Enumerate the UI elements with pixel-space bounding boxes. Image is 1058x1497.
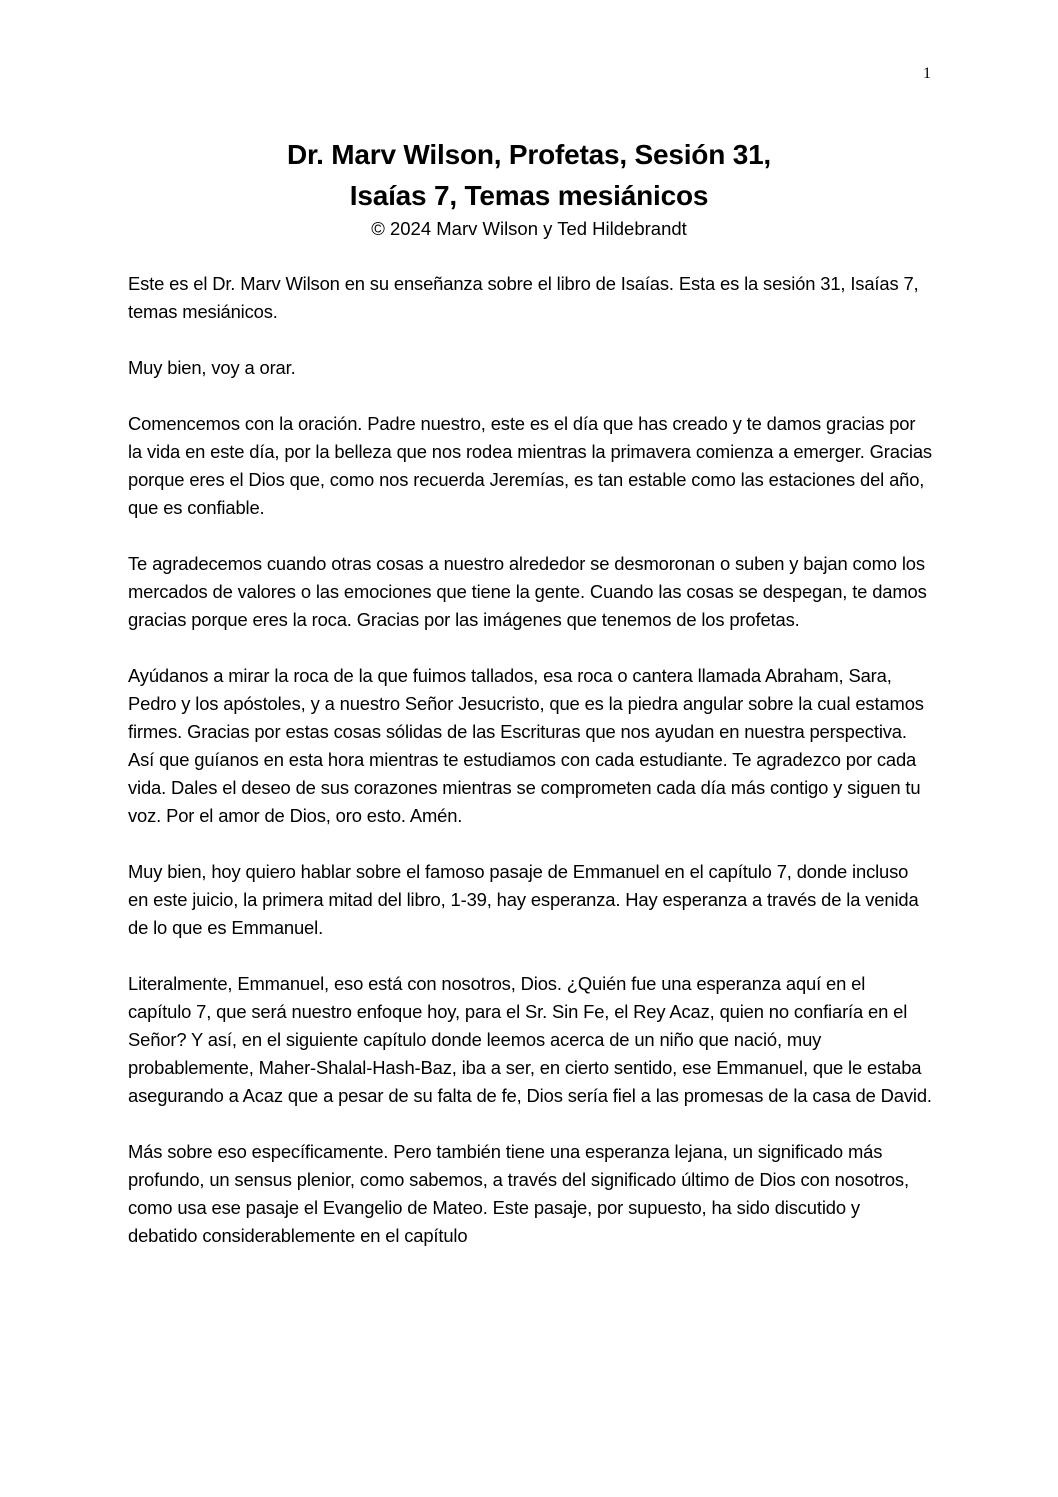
paragraph-4: Te agradecemos cuando otras cosas a nuestro alrededor se desmoronan o suben y bajan como los mercados de valores o las emociones que tiene la gente. Cuando las cosas se despegan, te damos gracias porque eres la roca. Gracias por las imágenes que tenemos de los profetas. bbox=[128, 553, 927, 630]
paragraph-2: Muy bien, voy a orar. bbox=[128, 357, 296, 378]
paragraph-7: Literalmente, Emmanuel, eso está con nosotros, Dios. ¿Quién fue una esperanza aquí en el capítulo 7, que será nuestro enfoque hoy, para el Sr. Sin Fe, el Rey Acaz, quien no confiaría en el Señor? Y así, en el siguiente capítulo donde leemos acerca de un niño que nació, muy probablemente, Maher-Shalal-Hash-Baz, iba a ser, en cierto sentido, ese Emmanuel, que le estaba asegurando a Acaz que a pesar de su falta de fe, Dios sería fiel a las promesas de la casa de David. bbox=[128, 973, 932, 1106]
title-line-2: Isaías 7, Temas mesiánicos bbox=[349, 180, 709, 211]
document-header bbox=[128, 134, 930, 242]
title-line-1: Dr. Marv Wilson, Profetas, Sesión 31, bbox=[286, 139, 772, 170]
paragraph-3: Comencemos con la oración. Padre nuestro, este es el día que has creado y te damos gracias por la vida en este día, por la belleza que nos rodea mientras la primavera comienza a emerger. Gracias porque eres el Dios que, como nos recuerda Jeremías, es tan estable como las estaciones del año, que es confiable. bbox=[128, 413, 932, 518]
document-title bbox=[128, 134, 930, 216]
paragraph-5: Ayúdanos a mirar la roca de la que fuimos tallados, esa roca o cantera llamada Abraham, Sara, Pedro y los apóstoles, y a nuestro Señor Jesucristo, que es la piedra angular sobre la cual estamos firmes. Gracias por estas cosas sólidas de las Escrituras que nos ayudan en nuestra perspectiva. Así que guíanos en esta hora mientras te estudiamos con cada estudiante. Te agradezco por cada vida. Dales el deseo de sus corazones mientras se comprometen cada día más contigo y siguen tu voz. Por el amor de Dios, oro esto. Amén. bbox=[128, 665, 924, 826]
copyright-notice: © 2024 Marv Wilson y Ted Hildebrandt bbox=[371, 218, 687, 239]
document-body bbox=[128, 270, 932, 1250]
paragraph-1: Este es el Dr. Marv Wilson en su enseñanza sobre el libro de Isaías. Esta es la sesión 31, Isaías 7, temas mesiánicos. bbox=[128, 273, 919, 322]
page-number: 1 bbox=[923, 65, 931, 82]
paragraph-6: Muy bien, hoy quiero hablar sobre el famoso pasaje de Emmanuel en el capítulo 7, donde incluso en este juicio, la primera mitad del libro, 1-39, hay esperanza. Hay esperanza a través de la venida de lo que es Emmanuel. bbox=[128, 861, 919, 938]
paragraph-8: Más sobre eso específicamente. Pero también tiene una esperanza lejana, un significado más profundo, un sensus plenior, como sabemos, a través del significado último de Dios con nosotros, como usa ese pasaje el Evangelio de Mateo. Este pasaje, por supuesto, ha sido discutido y debatido considerablemente en el capítulo bbox=[128, 1141, 909, 1246]
